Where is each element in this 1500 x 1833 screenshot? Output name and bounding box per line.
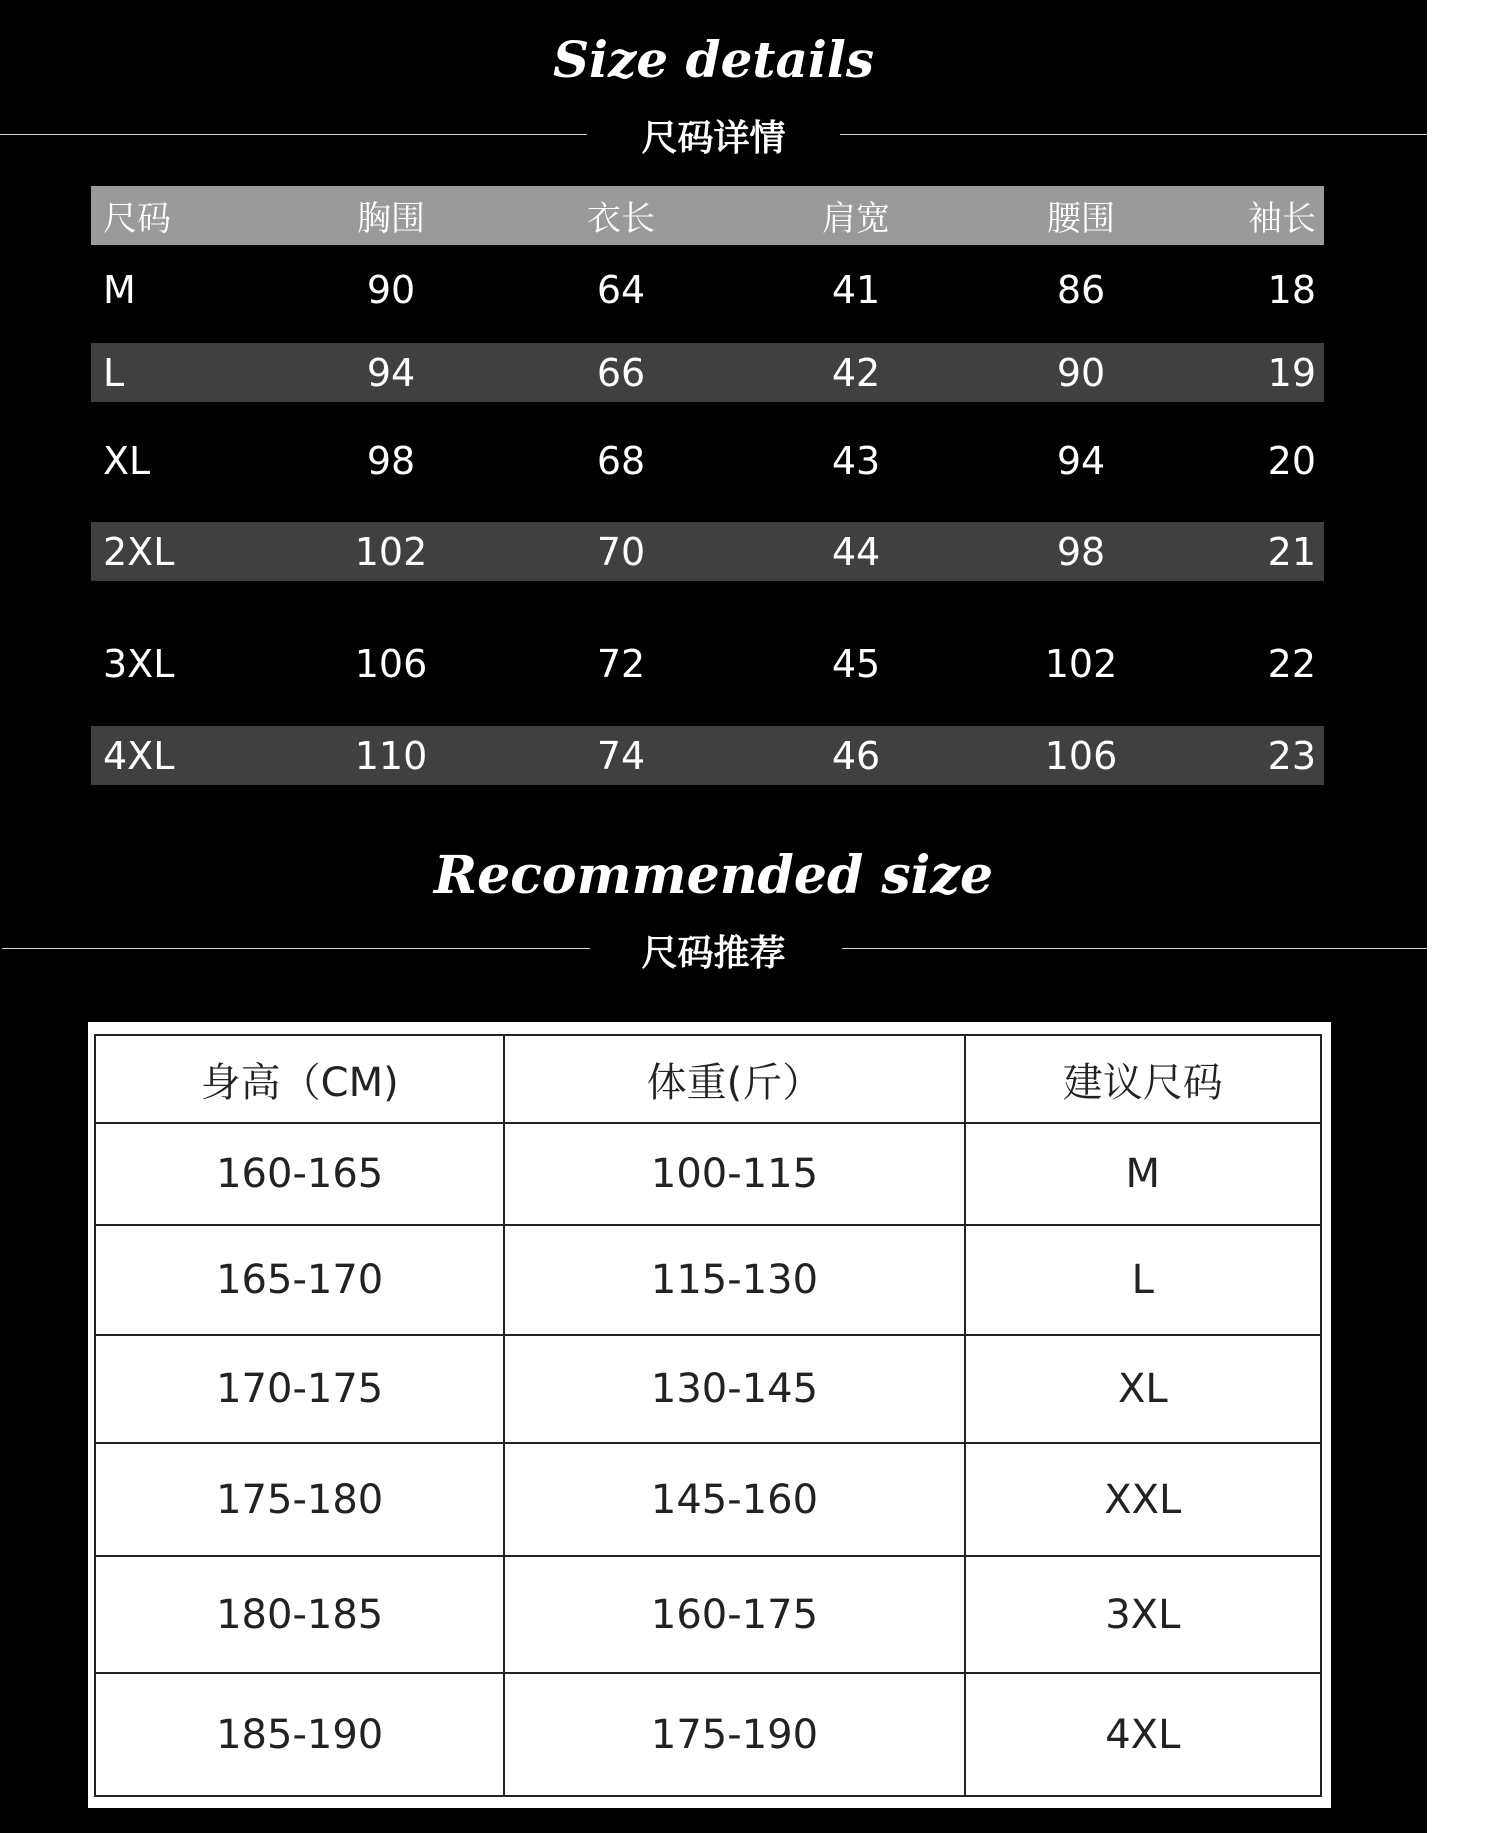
recommended-size-table — [94, 1034, 1322, 1797]
waist-cell: 94 — [1056, 438, 1106, 483]
recommended-table-card — [88, 1022, 1331, 1808]
size-cell: 3XL — [965, 1556, 1321, 1673]
size-cell: 4XL — [103, 733, 175, 778]
size-details-cn-title: 尺码详情 — [641, 118, 786, 159]
header-cell: 袖长 — [1248, 199, 1316, 239]
height-cell: 180-185 — [95, 1556, 504, 1673]
header-cell: 肩宽 — [822, 199, 890, 239]
size-cell: L — [965, 1225, 1321, 1335]
height-cell: 185-190 — [95, 1673, 504, 1796]
size-row — [91, 343, 1324, 402]
weight-cell: 175-190 — [504, 1673, 964, 1796]
sleeve-cell: 21 — [1267, 529, 1316, 574]
length-cell: 74 — [596, 733, 646, 778]
weight-cell: 115-130 — [504, 1225, 964, 1335]
size-cell: XL — [965, 1335, 1321, 1443]
length-cell: 66 — [596, 350, 646, 395]
weight-cell: 160-175 — [504, 1556, 964, 1673]
waist-cell: 90 — [1056, 350, 1106, 395]
shoulder-cell: 44 — [831, 529, 881, 574]
header-cell: 胸围 — [357, 199, 425, 239]
size-cell: 3XL — [103, 641, 175, 686]
shoulder-cell: 46 — [831, 733, 881, 778]
sleeve-cell: 20 — [1267, 438, 1316, 483]
weight-header: 体重(斤） — [504, 1035, 964, 1123]
sleeve-cell: 22 — [1267, 641, 1316, 686]
size-details-script-title: Size details — [552, 30, 875, 89]
size-cell: XXL — [965, 1443, 1321, 1556]
size-cell: XL — [103, 438, 151, 483]
sleeve-cell: 19 — [1267, 350, 1316, 395]
length-cell: 68 — [596, 438, 646, 483]
shoulder-cell: 41 — [831, 267, 881, 312]
rec-row — [95, 1443, 1321, 1556]
height-cell: 160-165 — [95, 1123, 504, 1225]
waist-cell: 86 — [1056, 267, 1106, 312]
size-header: 建议尺码 — [965, 1035, 1321, 1123]
sleeve-cell: 18 — [1267, 267, 1316, 312]
size-row — [91, 726, 1324, 785]
waist-cell: 102 — [1044, 641, 1118, 686]
weight-cell: 145-160 — [504, 1443, 964, 1556]
length-cell: 72 — [596, 641, 646, 686]
shoulder-cell: 42 — [831, 350, 881, 395]
waist-cell: 98 — [1056, 529, 1106, 574]
height-cell: 170-175 — [95, 1335, 504, 1443]
height-cell: 165-170 — [95, 1225, 504, 1335]
height-cell: 175-180 — [95, 1443, 504, 1556]
height-header: 身高（CM) — [95, 1035, 504, 1123]
weight-cell: 100-115 — [504, 1123, 964, 1225]
length-cell: 70 — [596, 529, 646, 574]
rec-row — [95, 1225, 1321, 1335]
sleeve-cell: 23 — [1267, 733, 1316, 778]
chest-cell: 110 — [354, 733, 428, 778]
recommended-script-title: Recommended size — [433, 845, 994, 906]
size-cell: M — [103, 267, 136, 312]
chest-cell: 94 — [366, 350, 416, 395]
size-cell: L — [103, 350, 125, 395]
size-row — [91, 522, 1324, 581]
header-cell: 尺码 — [103, 199, 171, 239]
size-cell: 2XL — [103, 529, 175, 574]
rec-row — [95, 1556, 1321, 1673]
recommended-cn-title: 尺码推荐 — [641, 933, 786, 974]
waist-cell: 106 — [1044, 733, 1118, 778]
size-row — [91, 431, 1324, 490]
header-cell: 腰围 — [1047, 199, 1115, 239]
size-table-header — [91, 186, 1324, 245]
shoulder-cell: 45 — [831, 641, 881, 686]
length-cell: 64 — [596, 267, 646, 312]
shoulder-cell: 43 — [831, 438, 881, 483]
size-cell: M — [965, 1123, 1321, 1225]
chest-cell: 102 — [354, 529, 428, 574]
rec-header-row — [95, 1035, 1321, 1123]
size-row — [91, 634, 1324, 693]
chest-cell: 106 — [354, 641, 428, 686]
rec-row — [95, 1673, 1321, 1796]
rec-row — [95, 1123, 1321, 1225]
size-row — [91, 260, 1324, 319]
header-cell: 衣长 — [587, 199, 655, 239]
rec-row — [95, 1335, 1321, 1443]
size-cell: 4XL — [965, 1673, 1321, 1796]
chest-cell: 98 — [366, 438, 416, 483]
weight-cell: 130-145 — [504, 1335, 964, 1443]
chest-cell: 90 — [366, 267, 416, 312]
